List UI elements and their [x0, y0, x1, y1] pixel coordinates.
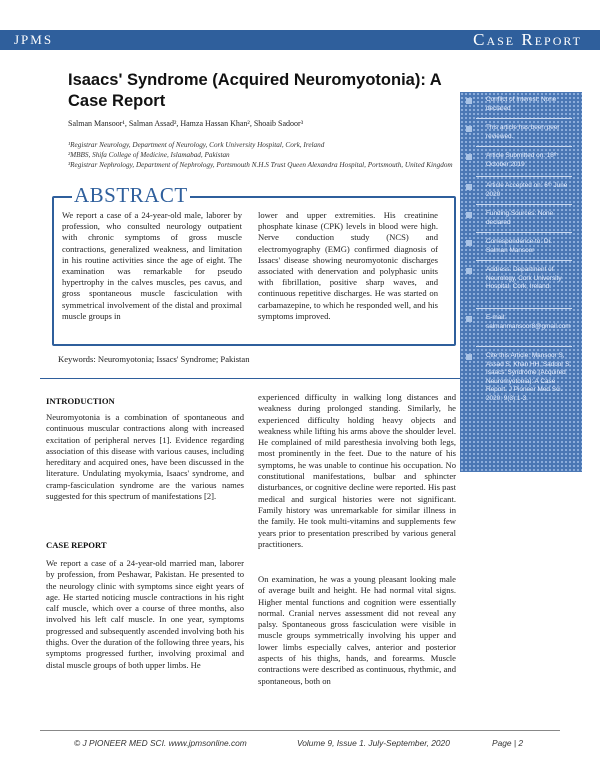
sidebar-divider: [476, 308, 572, 309]
sidebar-bullet-icon: [466, 126, 472, 132]
abstract-column-2: lower and upper extremities. His creatinine phosphate kinase (CPK) levels in blood were high. Nerve conduction study (NCS) and electromyography (EMG) confirmed diagnosis of Issacs' disease showing neuromyotonic discharges associated with denervation and polyphasic units with fibrillation, positive sharp waves, and continuous repetitive discharges. He was started on carbamazepine, to which he responded well, and his symptoms improved.: [258, 210, 438, 321]
sidebar-divider: [476, 260, 572, 261]
sidebar-bullet-icon: [466, 354, 472, 360]
sidebar-bullet-icon: [466, 98, 472, 104]
article-title: Isaacs' Syndrome (Acquired Neuromyotonia): A Case Report: [68, 71, 442, 110]
affiliations: [68, 140, 468, 170]
author-list: Salman Mansoor¹, Salman Assad², Hamza Hassan Khan², Shoaib Sadoor³: [68, 119, 304, 128]
sidebar-divider: [476, 204, 572, 205]
affiliation-1: ¹Registrar Neurology, Department of Neurology, Cork University Hospital, Cork, Ireland: [68, 141, 325, 149]
sidebar-divider: [476, 118, 572, 119]
case-report-heading: CASE REPORT: [46, 540, 107, 550]
footer-copyright: © J PIONEER MED SCI. www.jpmsonline.com: [74, 738, 247, 748]
sidebar-conflict: Conflict of Interest: None declared: [486, 96, 557, 112]
section-label: Case Report: [473, 30, 582, 49]
footer-divider: [40, 730, 560, 731]
sidebar-funding: Funding Sources: None declared: [486, 210, 554, 226]
abstract-column-1: We report a case of a 24-year-old male, laborer by profession, who consulted neurology outpatient with chronic symptoms of gross muscle contractions, generalized weakness, and limitation in his routine activities since the age of eight. The examination was remarkable for pseudo hypertrophy in the calves muscles, pes cavus, and gross spontaneous muscle fasciculation with symmetrical involvement of the distal and proximal muscle groups in: [62, 210, 242, 321]
sidebar-bullet-icon: [466, 184, 472, 190]
sidebar-divider: [476, 232, 572, 233]
sidebar-accepted: Article Accepted on: 6ᵗʰ June 2020: [486, 182, 568, 198]
affiliation-3: ³Registrar Nephrology, Department of Nephrology, Portsmouth N.H.S Trust Queen Alexandra Hospital, Portsmouth, United Kingdom: [68, 161, 453, 169]
sidebar-divider: [476, 146, 572, 147]
sidebar-address: Address: Department of Neurology, Cork University Hospital, Cork, Ireland.: [486, 266, 562, 290]
journal-name: JPMS: [14, 32, 54, 47]
sidebar-divider: [476, 346, 572, 347]
sidebar-divider: [476, 176, 572, 177]
sidebar-bullet-icon: [466, 240, 472, 246]
sidebar-submitted: Article Submitted on: 18ᵗʰ October 2019: [486, 152, 558, 168]
right-column-paragraph-1: experienced difficulty in walking long distances and weakness during prolonged standing. Similarly, he experienced difficulty holding heavy objects and weakness while lifting his arms above the shoulder level. He complained of mild paresthesia involving both legs, most prominently in the feet. Due to the nature of his symptoms, he was unable to continue his occupation. No constitutional manifestations, bulbar and sphincter disturbances, or cognitive decline were reported. His past medical and surgical histories were not significant. Family history was unremarkable for similar illness in the family. He took multi-vitamins and supplements few years prior to presentation prescribed by various general practitioners.: [258, 392, 456, 549]
sidebar-bullet-icon: [466, 268, 472, 274]
sidebar-bullet-icon: [466, 154, 472, 160]
introduction-heading: INTRODUCTION: [46, 396, 115, 406]
affiliation-2: ²MBBS, Shifa College of Medicine, Islamabad, Pakistan: [68, 151, 230, 159]
keywords: Keywords: Neuromyotonia; Issacs' Syndrome; Pakistan: [58, 354, 250, 364]
footer-volume: Volume 9, Issue 1. July-September, 2020: [297, 738, 450, 748]
sidebar-bullet-icon: [466, 316, 472, 322]
sidebar-correspondence: Correspondence to: Dr. Salman Mansoor: [486, 238, 553, 254]
sidebar-email[interactable]: E-mail: salmanmansoor8@gmail.com: [486, 314, 571, 330]
right-column-paragraph-2: On examination, he was a young pleasant looking male of average built and height. He had normal vital signs. Higher mental functions and cognition were essentially normal. Cranial nerves assessment did not reveal any palsy. Spontaneous gross fasciculation were visible in muscle groups symmetrically involving his upper and lower limbs especially calves, anterior and posterior aspects of his thighs, hands, and forearms. Muscle contractions were described as continuous, rhythmic, and spontaneous, both on: [258, 574, 456, 686]
introduction-text: Neuromyotonia is a combination of spontaneous and continuous muscular contractions along with increased excitation of peripheral nerves [1]. Evidence regarding association of this disease with various causes, including hereditary and acquired ones, have been discussed in the literature. Undulating myokymia, Isaacs' syndrome, and cramp-fasciculation syndrome are the various names suggested for this spectrum of manifestations [2].: [46, 412, 244, 502]
footer-page-number: Page | 2: [492, 738, 524, 748]
sidebar-citation: Cite this Article: Mansoor S, Assad S, Khan HH, Sadoor S. Isaacs' Syndrome (Acquired Neuromyotonia): A Case Report. J Pioneer Med Sci. 2020; 9(3):1-3.: [486, 352, 572, 402]
section-divider: [40, 378, 460, 379]
case-report-text: We report a case of a 24-year-old married man, laborer by profession, from Peshawar, Pakistan. He presented to the neurology clinic with symptoms since eight years of age. He started noticing muscle contractions in his right calf muscle, which over a course of three months, also involved his left calf muscle. In one year, symptoms progressed and subsequently ascended involving both his thighs. Over the duration of the following three years, his symptoms progressed further, involving proximal and distal muscle groups of both upper limbs. He: [46, 558, 244, 670]
journal-header-bar: [0, 30, 600, 50]
sidebar-bullet-icon: [466, 212, 472, 218]
abstract-heading: ABSTRACT: [74, 183, 188, 207]
sidebar-peer-review: This article has been peer reviewed.: [486, 124, 560, 140]
